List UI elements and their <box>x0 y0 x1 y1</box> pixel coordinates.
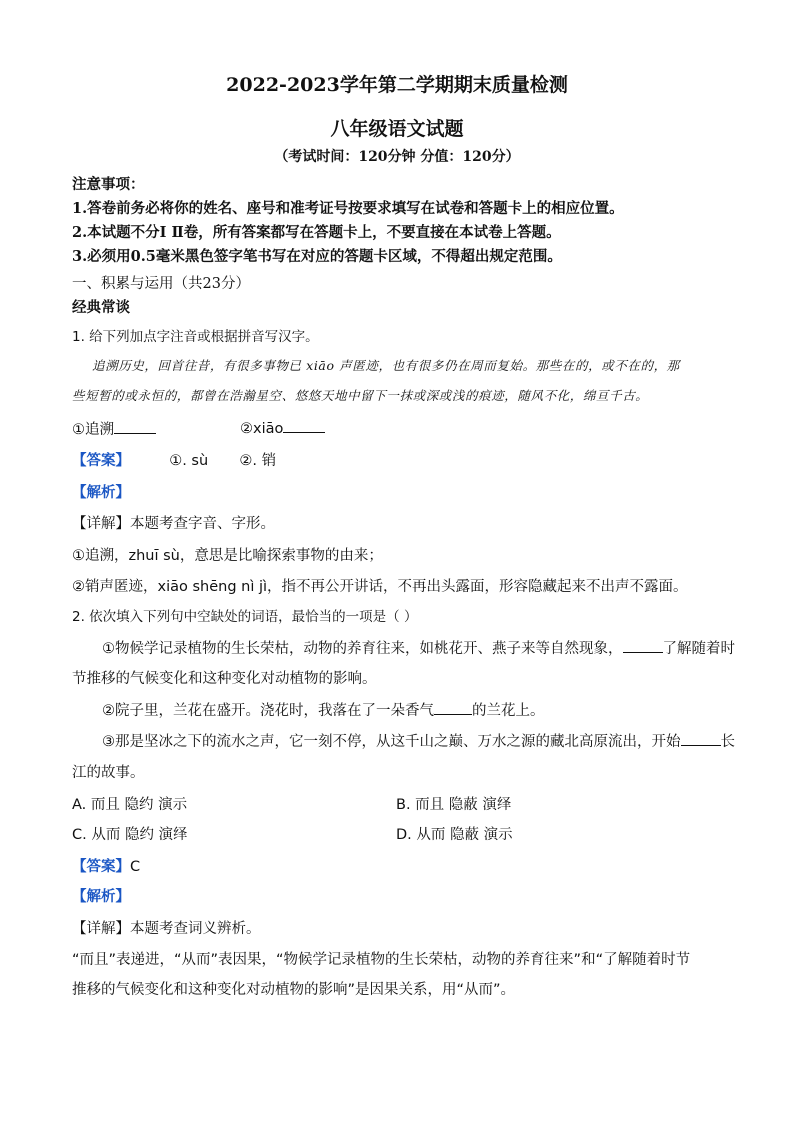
option-d: D. 从而 隐蔽 演示 <box>396 827 513 843</box>
question-1-detail-1: ①追溯，zhuī sù，意思是比喻探索事物的由来； <box>72 548 383 564</box>
question-2-detail: 【详解】本题考查词义辨析。 <box>72 921 261 937</box>
note-item-1: 1.答卷前务必将你的姓名、座号和准考证号按要求填写在试卷和答题卡上的相应位置。 <box>72 200 624 217</box>
question-2-analysis-tag: 【解析】 <box>72 889 130 905</box>
question-1-stem: 1. 给下列加点字注音或根据拼音写汉字。 <box>72 329 319 345</box>
sentence-3-blank <box>681 731 721 746</box>
option-c: C. 从而 隐约 演绎 <box>72 827 188 843</box>
question-2-sentence-2 <box>102 699 545 720</box>
question-1-detail: 【详解】本题考查字音、字形。 <box>72 516 275 532</box>
question-1-blank-1 <box>72 418 156 439</box>
answer-2: ②. 销 <box>239 453 277 469</box>
exam-info: （考试时间：120分钟 分值：120分） <box>274 149 520 165</box>
note-item-3: 3.必须用0.5毫米黑色签字笔书写在对应的答题卡区域，不得超出规定范围。 <box>72 248 562 265</box>
question-1-answer <box>72 449 276 470</box>
sentence-3-part-b: 长 <box>720 734 735 750</box>
question-2-detail-1: “而且”表递进，“从而”表因果，“物候学记录植物的生长荣枯，动物的养育往来”和“了解随着时节 <box>72 952 691 968</box>
question-2-stem: 2. 依次填入下列句中空缺处的词语，最恰当的一项是（ ） <box>72 609 418 625</box>
sentence-1-blank <box>623 638 663 653</box>
section-heading: 一、积累与运用（共23分） <box>72 276 250 292</box>
section-sub-heading: 经典常谈 <box>72 299 130 316</box>
note-item-2: 2.本试题不分Ⅰ Ⅱ卷，所有答案都写在答题卡上，不要直接在本试卷上答题。 <box>72 224 561 241</box>
option-b: B. 而且 隐蔽 演绎 <box>396 797 512 813</box>
question-1-passage-line-2: 些短暂的或永恒的，都曾在浩瀚星空、悠悠天地中留下一抹或深或浅的痕迹，随风不化，绵亘千古。 <box>72 388 649 403</box>
question-1-blank-2 <box>240 418 325 437</box>
page-subtitle: 八年级语文试题 <box>330 118 464 140</box>
question-2-sentence-1-cont: 节推移的气候变化和这种变化对动植物的影响。 <box>72 671 377 687</box>
sentence-1-part-a: ①物候学记录植物的生长荣枯，动物的养育往来，如桃花开、燕子来等自然现象， <box>102 641 623 657</box>
answer-value: C <box>130 859 141 875</box>
notes-heading: 注意事项： <box>72 176 145 193</box>
question-2-answer <box>72 855 140 876</box>
option-a: A. 而且 隐约 演示 <box>72 797 188 813</box>
question-2-detail-2: 推移的气候变化和这种变化对动植物的影响”是因果关系，用“从而”。 <box>72 982 516 998</box>
answer-tag: 【答案】 <box>72 453 130 469</box>
blank-2-label: ②xiāo <box>240 421 284 437</box>
page-title: 2022-2023学年第二学期期末质量检测 <box>226 74 568 96</box>
sentence-2-part-b: 的兰花上。 <box>472 703 545 719</box>
answer-blank-2 <box>283 418 325 433</box>
question-1-analysis-tag: 【解析】 <box>72 485 130 501</box>
question-1-passage-line-1: 追溯历史，回首往昔，有很多事物已 xiāo 声匿迹，也有很多仍在周而复始。那些在的，或不在的，那 <box>92 358 680 373</box>
question-2-sentence-3 <box>102 730 735 751</box>
answer-blank-1 <box>114 419 156 434</box>
answer-1: ①. sù <box>169 453 209 469</box>
sentence-1-part-b: 了解随着时 <box>662 641 735 657</box>
blank-1-label: ①追溯 <box>72 422 114 438</box>
question-1-detail-2: ②销声匿迹，xiāo shēng nì jì，指不再公开讲话，不再出头露面，形容隐藏起来不出声不露面。 <box>72 579 688 595</box>
sentence-2-part-a: ②院子里，兰花在盛开。浇花时，我落在了一朵香气 <box>102 703 434 719</box>
sentence-3-part-a: ③那是坚冰之下的流水之声，它一刻不停，从这千山之巅、万水之源的藏北高原流出，开始 <box>102 734 681 750</box>
sentence-2-blank <box>434 700 472 715</box>
answer-tag: 【答案】 <box>72 859 130 875</box>
question-2-sentence-1 <box>102 637 735 658</box>
question-2-sentence-3-cont: 江的故事。 <box>72 765 145 781</box>
